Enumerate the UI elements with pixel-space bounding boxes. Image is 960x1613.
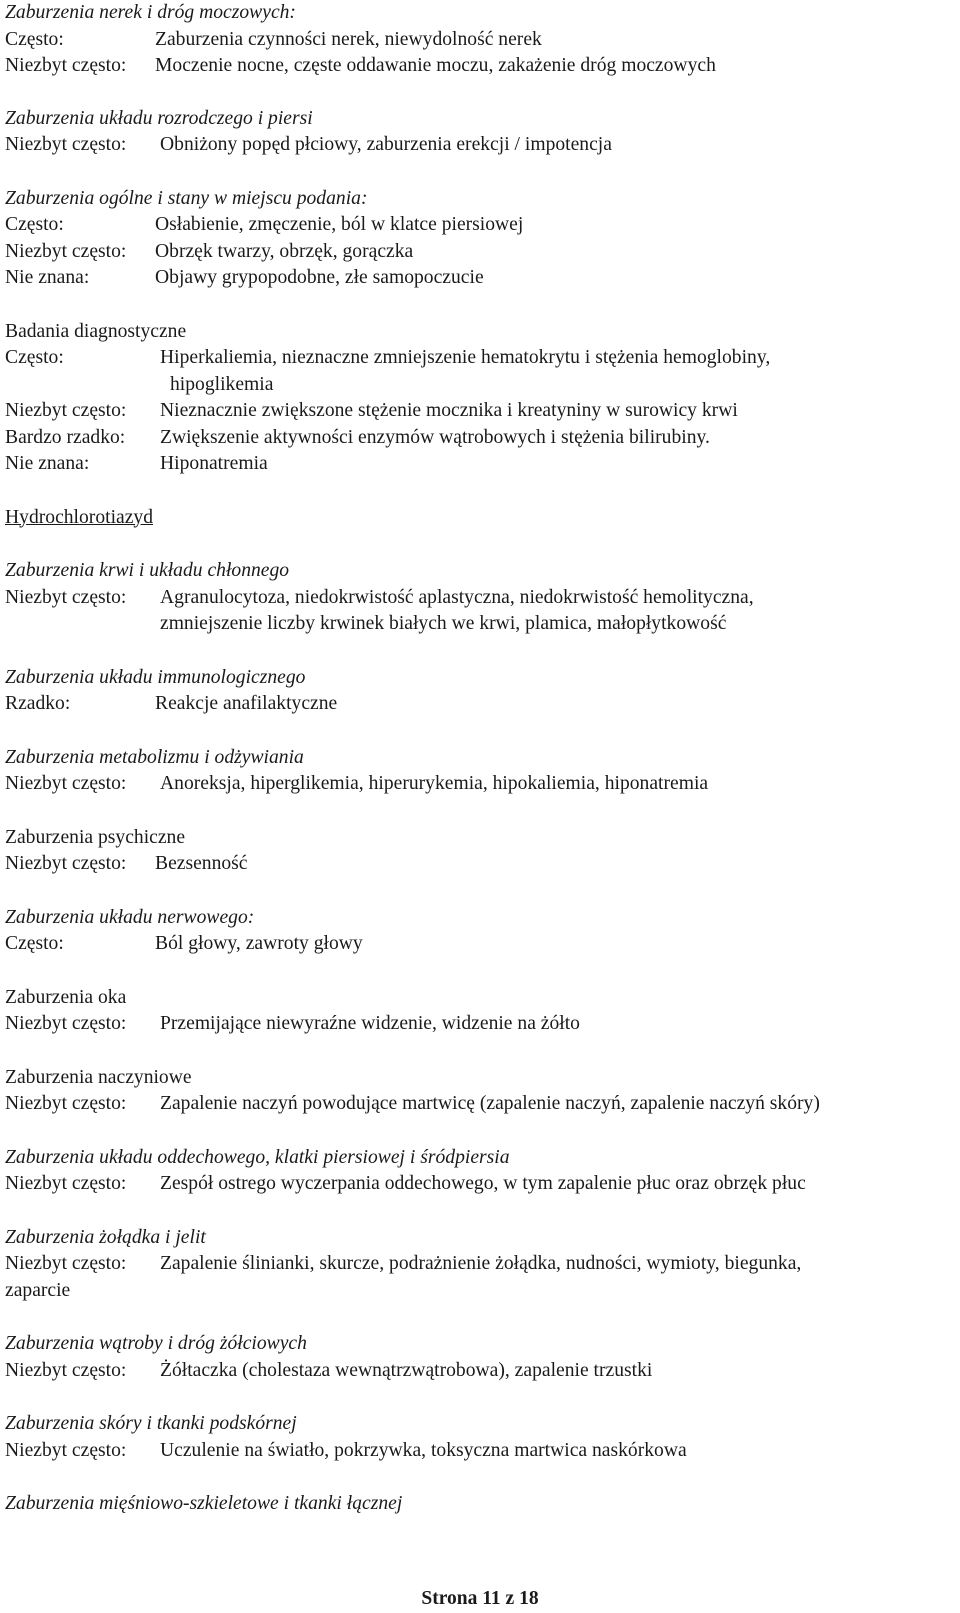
effect-text: Osłabienie, zmęczenie, ból w klatce piersiowej bbox=[155, 214, 524, 235]
frequency-row bbox=[5, 931, 955, 958]
effect-text: Objawy grypopodobne, złe samopoczucie bbox=[155, 267, 484, 288]
frequency-row bbox=[5, 239, 955, 266]
frequency-row bbox=[5, 53, 955, 80]
effect-text: Żółtaczka (cholestaza wewnątrzwątrobowa), zapalenie trzustki bbox=[160, 1359, 653, 1381]
frequency-label: Niezbyt często: bbox=[5, 240, 127, 262]
frequency-row bbox=[5, 1171, 955, 1198]
section bbox=[5, 319, 955, 478]
section-heading: Badania diagnostyczne bbox=[5, 320, 187, 342]
effect-text: Obrzęk twarzy, obrzęk, gorączka bbox=[155, 240, 414, 262]
effect-text-block bbox=[155, 265, 955, 292]
frequency-label: Niezbyt często: bbox=[5, 55, 127, 76]
effect-text: Agranulocytoza, niedokrwistość aplastyczna, niedokrwistość hemolityczna, bbox=[160, 586, 754, 608]
section-heading: Zaburzenia metabolizmu i odżywiania bbox=[5, 746, 304, 768]
frequency-row bbox=[5, 1358, 955, 1385]
section-heading: Hydrochlorotiazyd bbox=[5, 506, 153, 528]
effect-text-block bbox=[160, 398, 955, 425]
frequency-row bbox=[5, 345, 955, 398]
effect-text: Zespół ostrego wyczerpania oddechowego, w tym zapalenie płuc oraz obrzęk płuc bbox=[160, 1173, 806, 1194]
section-heading: Zaburzenia naczyniowe bbox=[5, 1066, 192, 1088]
effect-text: Hiponatremia bbox=[160, 453, 268, 474]
effect-text-continuation: zaparcie bbox=[5, 1279, 71, 1301]
effect-text-block bbox=[155, 691, 955, 718]
section bbox=[5, 665, 955, 718]
section bbox=[5, 825, 955, 878]
effect-text: Obniżony popęd płciowy, zaburzenia erekcji / impotencja bbox=[160, 134, 612, 155]
section-heading: Zaburzenia krwi i układu chłonnego bbox=[5, 560, 290, 581]
effect-text-block bbox=[160, 132, 955, 159]
frequency-label: Niezbyt często: bbox=[5, 773, 127, 794]
section bbox=[5, 505, 955, 532]
section-heading: Zaburzenia ogólne i stany w miejscu podania: bbox=[5, 187, 368, 209]
effect-text-block bbox=[160, 1171, 955, 1198]
frequency-row bbox=[5, 1251, 955, 1278]
effect-text-block bbox=[160, 425, 955, 452]
effect-text: Anoreksja, hiperglikemia, hiperurykemia, hipokaliemia, hiponatremia bbox=[160, 773, 709, 794]
effect-text: Przemijające niewyraźne widzenie, widzenie na żółto bbox=[160, 1013, 580, 1034]
frequency-label: Niezbyt często: bbox=[5, 853, 127, 874]
section-heading: Zaburzenia skóry i tkanki podskórnej bbox=[5, 1413, 297, 1434]
section bbox=[5, 1065, 955, 1118]
effect-text-block bbox=[160, 1251, 955, 1278]
frequency-row bbox=[5, 851, 955, 878]
effect-text-continuation: hipoglikemia bbox=[170, 373, 274, 395]
section bbox=[5, 745, 955, 798]
section-heading: Zaburzenia nerek i dróg moczowych: bbox=[5, 2, 296, 23]
frequency-row bbox=[5, 132, 955, 159]
section bbox=[5, 1331, 955, 1384]
frequency-row bbox=[5, 691, 955, 718]
frequency-row bbox=[5, 27, 955, 54]
effect-text-block bbox=[155, 53, 955, 80]
section-heading: Zaburzenia psychiczne bbox=[5, 826, 186, 848]
frequency-label: Często: bbox=[5, 214, 64, 235]
frequency-row bbox=[5, 425, 955, 452]
effect-text: Ból głowy, zawroty głowy bbox=[155, 933, 363, 954]
frequency-label: Niezbyt często: bbox=[5, 1093, 127, 1114]
frequency-label: Niezbyt często: bbox=[5, 1013, 127, 1034]
section bbox=[5, 1411, 955, 1464]
effect-text-continuation: zmniejszenie liczby krwinek białych we krwi, plamica, małopłytkowość bbox=[160, 613, 727, 634]
frequency-label: Rzadko: bbox=[5, 693, 71, 714]
effect-text: Reakcje anafilaktyczne bbox=[155, 693, 338, 714]
frequency-label: Niezbyt często: bbox=[5, 586, 127, 608]
effect-text-block bbox=[155, 212, 955, 239]
effect-text-block bbox=[160, 1011, 955, 1038]
effect-text-block bbox=[160, 1358, 955, 1385]
effect-text: Zwiększenie aktywności enzymów wątrobowych i stężenia bilirubiny. bbox=[160, 426, 710, 448]
section-heading: Zaburzenia żołądka i jelit bbox=[5, 1226, 206, 1248]
effect-text: Zaburzenia czynności nerek, niewydolność nerek bbox=[155, 28, 542, 50]
section-heading: Zaburzenia układu immunologicznego bbox=[5, 666, 306, 688]
frequency-row bbox=[5, 265, 955, 292]
frequency-label: Nie znana: bbox=[5, 267, 90, 288]
section-heading: Zaburzenia układu rozrodczego i piersi bbox=[5, 107, 313, 129]
effect-text-block bbox=[160, 1438, 955, 1465]
section-heading: Zaburzenia wątroby i dróg żółciowych bbox=[5, 1333, 307, 1354]
frequency-label: Nie znana: bbox=[5, 453, 90, 474]
frequency-row bbox=[5, 1011, 955, 1038]
frequency-row bbox=[5, 451, 955, 478]
effect-text: Bezsenność bbox=[155, 853, 248, 874]
effect-text-block bbox=[155, 851, 955, 878]
effect-text: Moczenie nocne, częste oddawanie moczu, zakażenie dróg moczowych bbox=[155, 55, 716, 76]
effect-text-block bbox=[160, 1091, 955, 1118]
frequency-label: Niezbyt często: bbox=[5, 1439, 127, 1461]
section bbox=[5, 1225, 955, 1305]
frequency-label: Niezbyt często: bbox=[5, 1359, 127, 1381]
frequency-label: Często: bbox=[5, 347, 64, 368]
frequency-row bbox=[5, 1438, 955, 1465]
frequency-row bbox=[5, 212, 955, 239]
effect-text: Zapalenie ślinianki, skurcze, podrażnienie żołądka, nudności, wymioty, biegunka, bbox=[160, 1253, 802, 1274]
frequency-label: Bardzo rzadko: bbox=[5, 426, 126, 448]
section bbox=[5, 905, 955, 958]
section bbox=[5, 186, 955, 292]
frequency-label: Niezbyt często: bbox=[5, 1253, 127, 1274]
document-page bbox=[5, 0, 955, 1518]
section bbox=[5, 1491, 955, 1518]
effect-text: Nieznacznie zwiększone stężenie mocznika i kreatyniny w surowicy krwi bbox=[160, 400, 738, 421]
effect-text-block bbox=[155, 239, 955, 266]
effect-text-block bbox=[160, 451, 955, 478]
frequency-label: Często: bbox=[5, 28, 64, 50]
effect-text-block bbox=[155, 931, 955, 958]
effect-text-block bbox=[160, 585, 955, 638]
section bbox=[5, 985, 955, 1038]
section-heading: Zaburzenia układu oddechowego, klatki piersiowej i śródpiersia bbox=[5, 1146, 510, 1168]
frequency-label: Niezbyt często: bbox=[5, 134, 127, 155]
frequency-row bbox=[5, 771, 955, 798]
frequency-label: Niezbyt często: bbox=[5, 400, 127, 421]
section bbox=[5, 106, 955, 159]
effect-text: Zapalenie naczyń powodujące martwicę (zapalenie naczyń, zapalenie naczyń skóry) bbox=[160, 1093, 820, 1114]
section bbox=[5, 1145, 955, 1198]
section-heading: Zaburzenia układu nerwowego: bbox=[5, 906, 255, 928]
section bbox=[5, 558, 955, 638]
effect-text: Hiperkaliemia, nieznaczne zmniejszenie hematokrytu i stężenia hemoglobiny, bbox=[160, 347, 771, 368]
page-number-footer: Strona 11 z 18 bbox=[421, 1588, 539, 1609]
frequency-label: Niezbyt często: bbox=[5, 1173, 127, 1194]
frequency-row bbox=[5, 1091, 955, 1118]
effect-text-block bbox=[160, 345, 955, 398]
frequency-label: Często: bbox=[5, 933, 64, 954]
frequency-row bbox=[5, 585, 955, 638]
frequency-row bbox=[5, 398, 955, 425]
section-heading: Zaburzenia oka bbox=[5, 986, 127, 1008]
section-heading: Zaburzenia mięśniowo-szkieletowe i tkanki łącznej bbox=[5, 1493, 403, 1514]
effect-text-block bbox=[155, 27, 955, 54]
effect-text: Uczulenie na światło, pokrzywka, toksyczna martwica naskórkowa bbox=[160, 1439, 687, 1461]
section bbox=[5, 0, 955, 80]
effect-text-block bbox=[160, 771, 955, 798]
